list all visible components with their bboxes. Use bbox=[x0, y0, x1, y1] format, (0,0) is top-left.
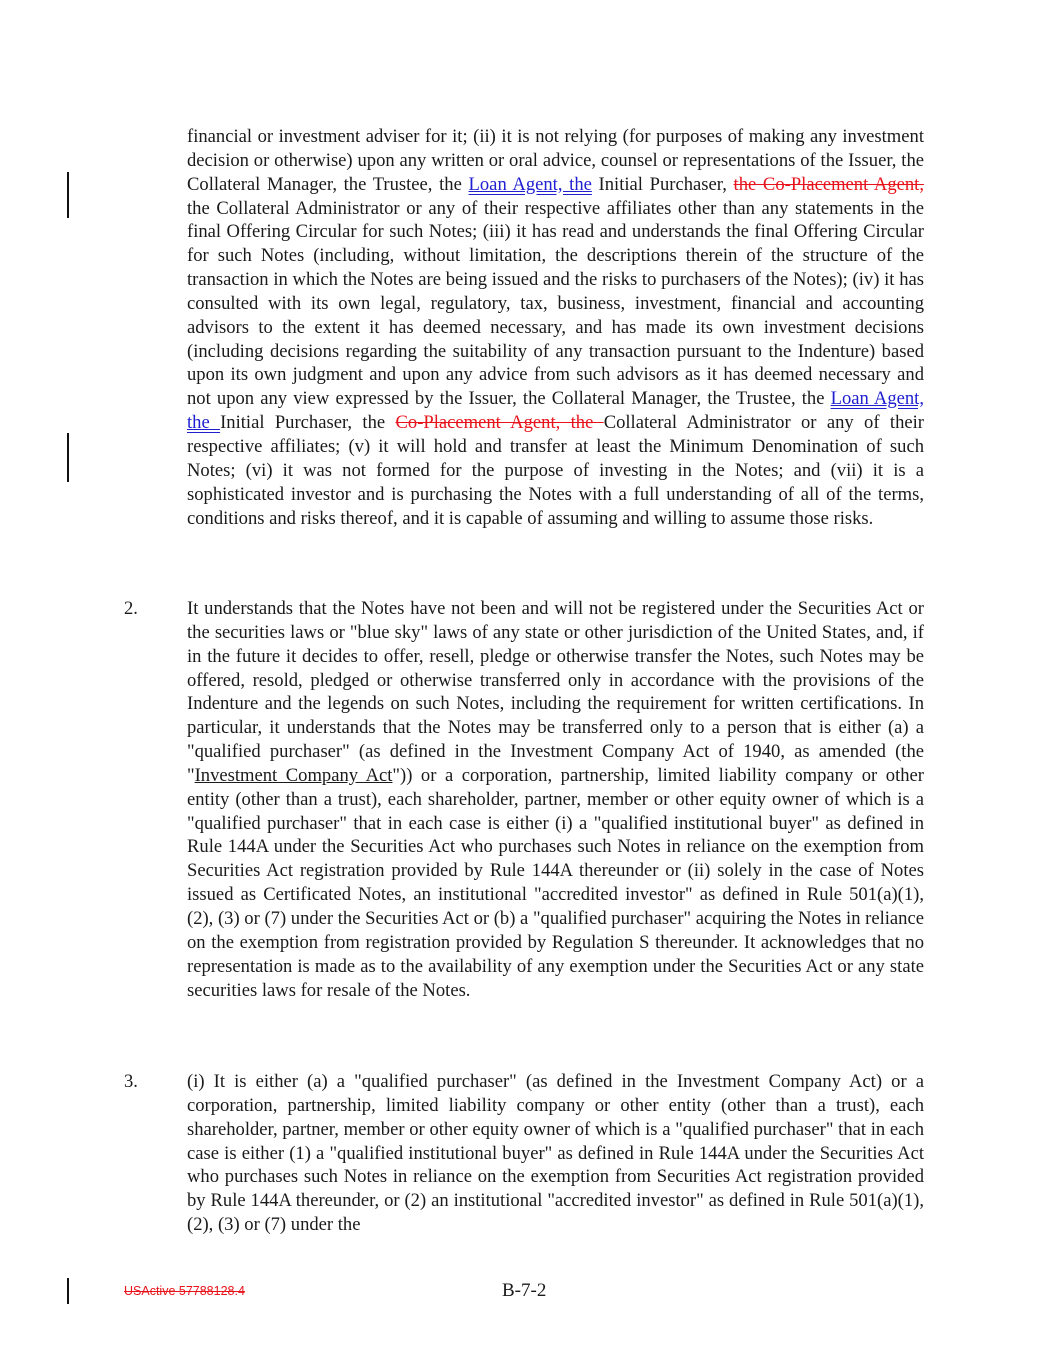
paragraph-item-3 bbox=[187, 1070, 924, 1237]
tracked-insertion: Loan Agent, the bbox=[187, 388, 924, 434]
change-bar bbox=[67, 433, 69, 482]
tracked-deletion: Co-Placement Agent, the bbox=[395, 412, 604, 434]
text-run: financial or investment adviser for it; (ii) it is not relying (for purposes of making any investment decision or otherwise) upon any written or oral advice, counsel or representations of the Issuer, the Collateral Manager, the Trustee, the bbox=[187, 126, 924, 195]
paragraph-item-2 bbox=[187, 597, 924, 1002]
text-run: Initial Purchaser, bbox=[591, 173, 734, 195]
item-number-2: 2. bbox=[124, 598, 138, 619]
text-run: ")) or a corporation, partnership, limited liability company or other entity (other than a trust), each shareholder, partner, member or other equity owner of which is a "qualified purchaser" that in each case is either (i) a "qualified institutional buyer" as defined in Rule 144A under the Securities Act who purchases such Notes in reliance on the exemption from Securities Act registration provided by Rule 144A thereunder or (ii) solely in the case of Notes issued as Certificated Notes, an institutional "accredited investor" as defined in Rule 501(a)(1), (2), (3) or (7) under the Securities Act or (b) a "qualified purchaser" acquiring the Notes in reliance on the exemption from registration provided by Regulation S thereunder. It acknowledges that no representation is made as to the availability of any exemption under the Securities Act or any state securities laws for resale of the Notes. bbox=[187, 764, 924, 1001]
change-bar bbox=[67, 172, 69, 218]
paragraph-1-continuation bbox=[187, 125, 924, 530]
text-run: the Collateral Administrator or any of their respective affiliates other than any statements in the final Offering Circular for such Notes; (iii) it has read and understands the final Offering Circular for such Notes (including, without limitation, the descriptions therein of the structure of the transaction in which the Notes are being issued and the risks to purchasers of the Notes); (iv) it has consulted with its own legal, regulatory, tax, business, investment, financial and accounting advisors to the extent it has deemed necessary, and has made its own investment decisions (including decisions regarding the suitability of any transaction pursuant to the Indenture) based upon its own judgment and upon any advice from such advisors as it has deemed necessary and not upon any view expressed by the Issuer, the Collateral Manager, the Trustee, the bbox=[187, 197, 924, 410]
defined-term: Investment Company Act bbox=[194, 764, 393, 786]
text-run: (i) It is either (a) a "qualified purchaser" (as defined in the Investment Company Act) or a corporation, partnership, limited liability company or other entity (other than a trust), each shareholder, partner, member or other equity owner of which is a "qualified purchaser" that in each case is either (1) a "qualified institutional buyer" as defined in Rule 144A under the Securities Act who purchases such Notes in reliance on the exemption from Securities Act registration provided by Rule 144A thereunder, or (2) an institutional "accredited investor" as defined in Rule 501(a)(1), (2), (3) or (7) under the bbox=[187, 1071, 924, 1236]
tracked-insertion: Loan Agent, the bbox=[468, 173, 592, 195]
text-run: It understands that the Notes have not been and will not be registered under the Securities Act or the securities laws or "blue sky" laws of any state or other jurisdiction of the United States, and, if in the future it decides to offer, resell, pledge or otherwise transfer the Notes, such Notes may be offered, resold, pledged or otherwise transferred only in accordance with the provisions of the Indenture and the legends on such Notes, including the requirement for written certifications. In particular, it understands that the Notes may be transferred only to a person that is either (a) a "qualified purchaser" (as defined in the Investment Company Act of 1940, as amended (the " bbox=[187, 598, 924, 786]
tracked-deletion: the Co-Placement Agent, bbox=[733, 173, 924, 195]
text-run: Collateral Administrator or any of their respective affiliates; (v) it will hold and transfer at least the Minimum Denomination of such Notes; (vi) it was not formed for the purpose of investing in the Notes; and (vii) it is a sophisticated investor and is purchasing the Notes with a full understanding of all of the terms, conditions and risks thereof, and it is capable of assuming and willing to assume those risks. bbox=[187, 412, 924, 529]
footer-document-id: USActive 57788128.4 bbox=[124, 1284, 245, 1298]
page-number: B-7-2 bbox=[502, 1280, 547, 1301]
change-bar bbox=[67, 1278, 69, 1304]
item-number-3: 3. bbox=[124, 1071, 138, 1092]
text-run: Initial Purchaser, the bbox=[220, 412, 396, 434]
